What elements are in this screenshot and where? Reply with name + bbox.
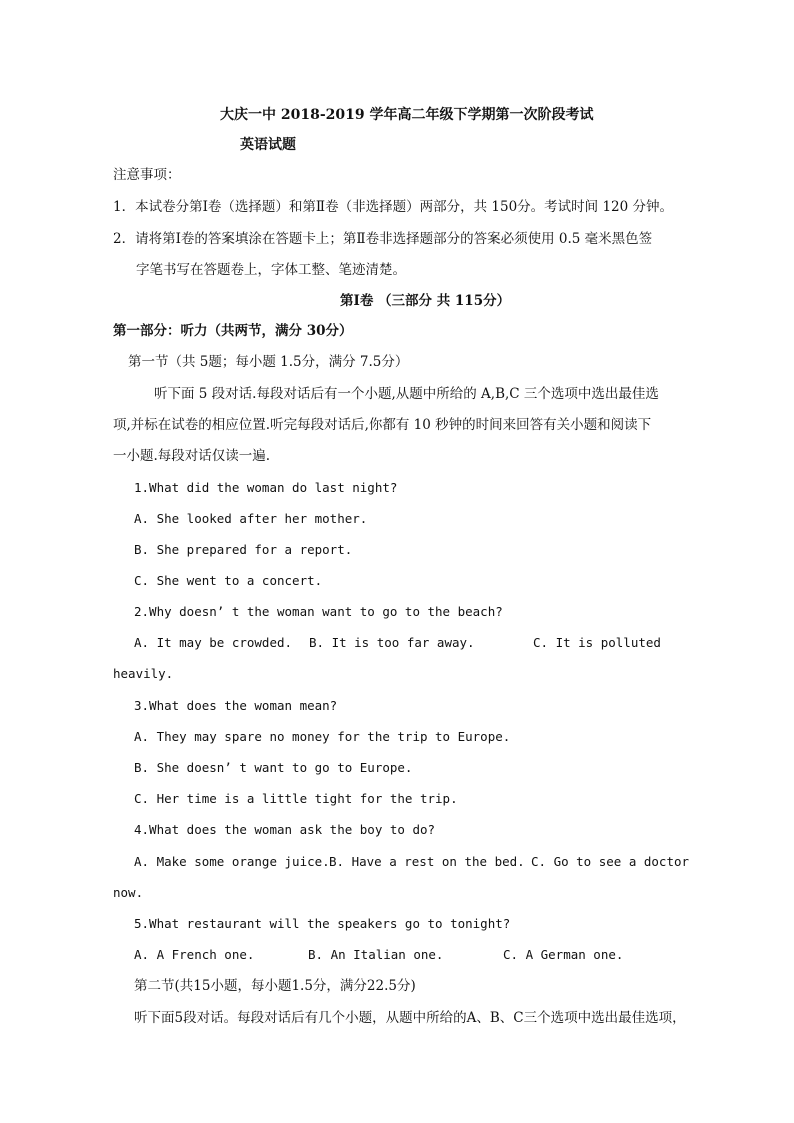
question-2-option-a: A. It may be crowded. [134, 635, 293, 650]
question-1-option-b: B. She prepared for a report. [134, 542, 353, 557]
question-4-option-c: C. Go to see a doctor [531, 854, 690, 869]
section1-instruction-line-2: 项,并标在试卷的相应位置.听完每段对话后,你都有 10 秒钟的时间来回答有关小题和阅读下 [113, 417, 652, 433]
section2-heading: 第二节(共15小题，每小题1.5分，满分22.5分) [134, 978, 416, 994]
notes-item-2-line-1: 2．请将第Ⅰ卷的答案填涂在答题卡上；第Ⅱ卷非选择题部分的答案必须使用 0.5 毫米黑色签 [113, 231, 653, 247]
question-2-option-c-continued: heavily. [113, 666, 174, 681]
question-3: 3.What does the woman mean? [134, 698, 338, 713]
question-2: 2.Why doesn’ t the woman want to go to the beach? [134, 604, 503, 619]
exam-title: 大庆一中 2018-2019 学年高二年级下学期第一次阶段考试 [220, 107, 594, 123]
question-1: 1.What did the woman do last night? [134, 480, 398, 495]
volume-heading: 第Ⅰ卷 （三部分 共 115分） [340, 293, 511, 309]
section1-heading: 第一节（共 5题；每小题 1.5分，满分 7.5分） [128, 354, 409, 370]
exam-subtitle: 英语试题 [240, 137, 296, 153]
question-4-option-b: B. Have a rest on the bed. [329, 854, 525, 869]
question-1-option-a: A. She looked after her mother. [134, 511, 368, 526]
question-3-option-a: A. They may spare no money for the trip to Europe. [134, 729, 511, 744]
question-2-option-b: B. It is too far away. [309, 635, 475, 650]
question-4: 4.What does the woman ask the boy to do? [134, 822, 436, 837]
question-3-option-b: B. She doesn’ t want to go to Europe. [134, 760, 413, 775]
question-5: 5.What restaurant will the speakers go to tonight? [134, 916, 511, 931]
question-1-option-c: C. She went to a concert. [134, 573, 323, 588]
question-3-option-c: C. Her time is a little tight for the trip. [134, 791, 458, 806]
question-5-option-a: A. A French one. [134, 947, 255, 962]
question-4-option-a: A. Make some orange juice. [134, 854, 330, 869]
notes-item-2-line-2: 字笔书写在答题卷上，字体工整、笔迹清楚。 [136, 262, 406, 278]
section1-instruction-line-3: 一小题.每段对话仅读一遍. [113, 448, 271, 464]
question-4-option-c-continued: now. [113, 885, 144, 900]
notes-label: 注意事项： [113, 167, 181, 183]
part1-heading: 第一部分：听力（共两节，满分 30分） [113, 323, 353, 339]
question-5-option-b: B. An Italian one. [308, 947, 444, 962]
question-2-option-c: C. It is polluted [533, 635, 661, 650]
section1-instruction-line-1: 听下面 5 段对话.每段对话后有一个小题,从题中所给的 A,B,C 三个选项中选出最佳选 [154, 386, 659, 402]
section2-instruction-line-1: 听下面5段对话。每段对话后有几个小题，从题中所给的A、B、C三个选项中选出最佳选项， [134, 1010, 686, 1026]
notes-item-1: 1．本试卷分第Ⅰ卷（选择题）和第Ⅱ卷（非选择题）两部分，共 150分。考试时间 120 分钟。 [113, 199, 674, 215]
question-5-option-c: C. A German one. [503, 947, 624, 962]
